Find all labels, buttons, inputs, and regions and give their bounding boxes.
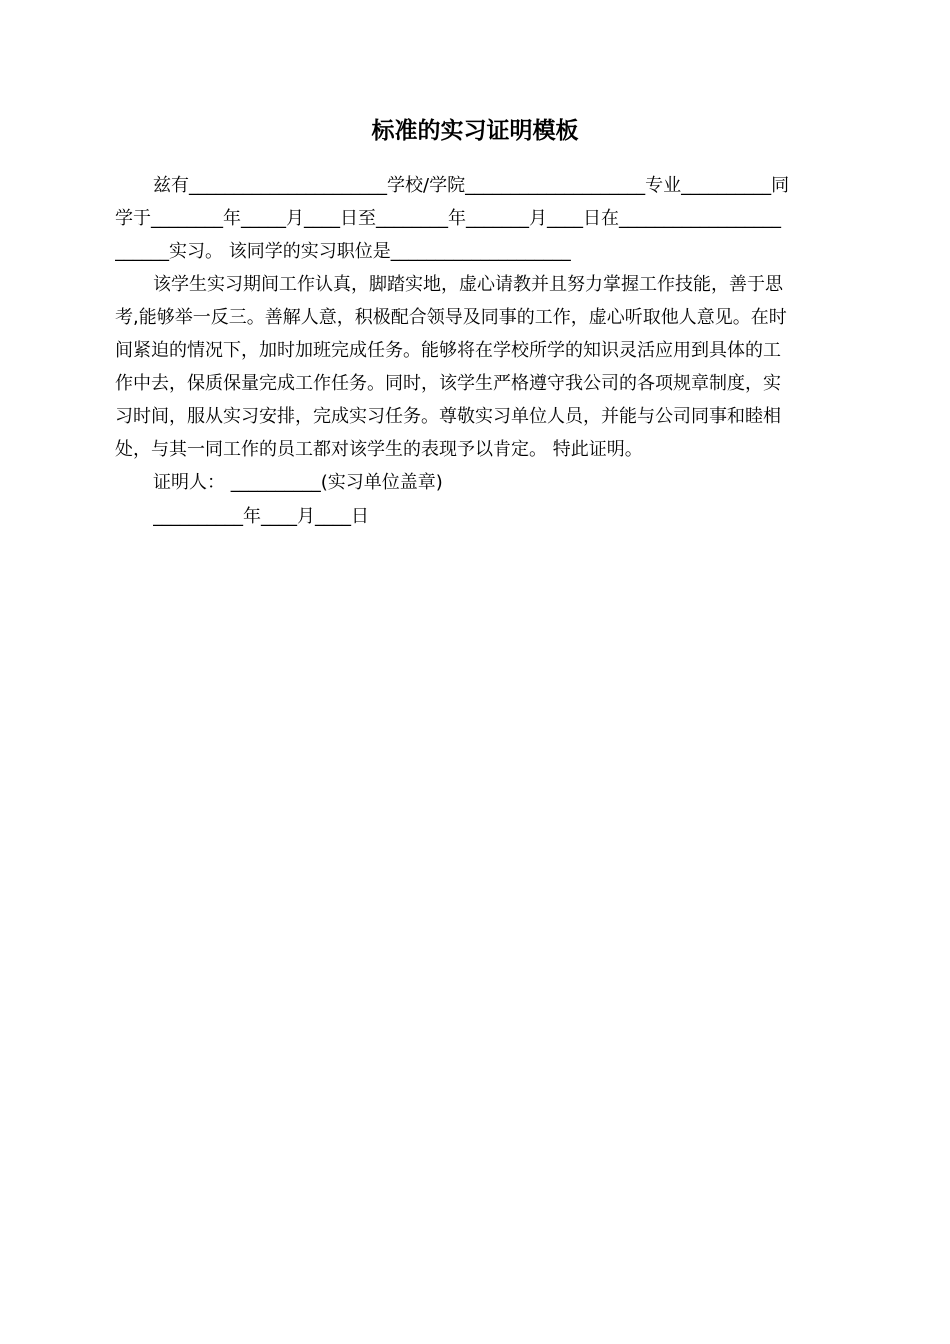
certifier-line: 证明人： __________(实习单位盖章) (153, 472, 443, 493)
evaluation-line-6: 处，与其一同工作的员工都对该学生的表现予以肯定。 特此证明。 (115, 439, 643, 460)
evaluation-line-4: 作中去，保质保量完成工作任务。同时，该学生严格遵守我公司的各项规章制度，实 (115, 373, 781, 394)
intro-line-1: 兹有______________________学校/学院____________________专业__________同 (153, 175, 790, 196)
document-title: 标准的实习证明模板 (371, 118, 579, 144)
evaluation-line-2: 考,能够举一反三。善解人意，积极配合领导及同事的工作，虚心听取他人意见。在时 (115, 307, 787, 328)
evaluation-line-1: 该学生实习期间工作认真，脚踏实地，虚心请教并且努力掌握工作技能，善于思 (153, 274, 783, 295)
evaluation-line-3: 间紧迫的情况下，加时加班完成任务。能够将在学校所学的知识灵活应用到具体的工 (115, 340, 781, 361)
date-line: __________年____月____日 (153, 506, 369, 527)
evaluation-line-5: 习时间，服从实习安排，完成实习任务。尊敬实习单位人员，并能与公司同事和睦相 (115, 406, 781, 427)
intro-line-3: ______实习。 该同学的实习职位是____________________ (115, 241, 571, 262)
intro-line-2: 学于________年_____月____日至________年_______月____日在__________________ (115, 208, 781, 229)
